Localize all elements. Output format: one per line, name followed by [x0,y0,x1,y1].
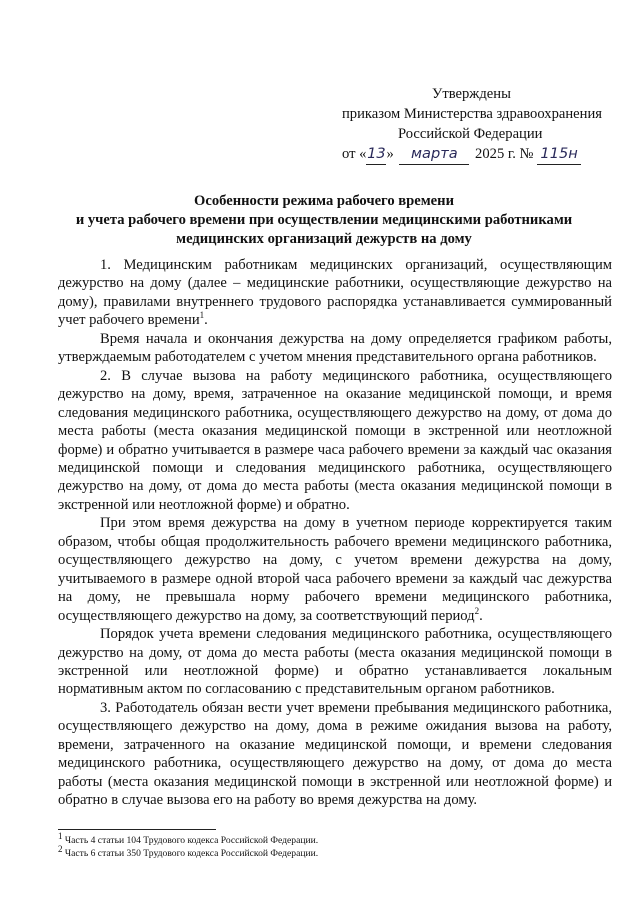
footnote-2-text: Часть 6 статьи 350 Трудового кодекса Российской Федерации. [62,848,319,859]
footnote-ref-2: 2 [474,605,480,616]
date-quote: » [386,146,394,162]
approval-date-line [330,144,630,165]
footnote-2 [58,843,618,860]
date-year: 2025 г. № [475,146,534,162]
title-line-1: Особенности режима рабочего времени [194,193,454,209]
paragraph-4 [58,514,612,625]
approval-order-line: приказом Министерства здравоохранения [342,106,602,122]
document-title [58,192,590,249]
paragraph-4-text: При этом время дежурства на дому в учетном периоде корректируется таким образом, чтобы общая продолжительность рабочего времени медицинского работника, осуществляющего дежурство на дому, с учетом времени дежурства на дому, учитываемого в размере одной второй часа рабочего времени за каждый час дежурства на дому, не превышала норму рабочего времени медицинского работника, осуществляющего дежурство на дому, за соответствующий период [58,515,612,624]
paragraph-3: 2. В случае вызова на работу медицинского работника, осуществляющего дежурство на дому, время, затраченное на оказание медицинской помощи, и время следования медицинского работника, осуществляющего дежурство на дому, от дома до места работы (места оказания медицинской помощи в экстренной или неотложной форме) и обратно учитывается в размере часа рабочего времени за каждый час оказания медицинской помощи и следования медицинского работника, осуществляющего дежурство на дому, от дома до места работы (места оказания медицинской помощи в экстренной или неотложной форме) и обратно. [58,367,612,513]
footnote-separator [58,829,216,830]
footnote-1-text: Часть 4 статьи 104 Трудового кодекса Российской Федерации. [62,835,319,846]
date-prefix: от « [342,146,367,162]
paragraph-1-text: 1. Медицинским работникам медицинских организаций, осуществляющим дежурство на дому (далее – медицинские работники, осуществляющие дежурство на дому), правилами внутреннего трудового распорядка устанавливается суммированный учет рабочего времени [58,257,612,329]
paragraph-2: Время начала и окончания дежурства на дому определяется графиком работы, утверждаемым работодателем с учетом мнения представительного органа работников. [58,330,612,366]
approval-federation-line: Российской Федерации [398,126,543,142]
footnote-2-mark: 2 [58,843,63,854]
paragraph-1-end: . [204,312,208,329]
approval-block [330,84,630,165]
footnote-1 [58,830,618,847]
paragraph-5: Порядок учета времени следования медицинского работника, осуществляющего дежурство на дому, от дома до места работы (места оказания медицинской помощи в экстренной или неотложной форме) и обратно устанавливается локальным нормативным актом по согласованию с представительным органом работников. [58,626,612,698]
footnote-1-mark: 1 [58,830,63,841]
document-body [58,256,612,810]
handwritten-order-number: 115н [537,144,581,165]
footnote-ref-1: 1 [199,310,205,321]
title-line-3: медицинских организаций дежурств на дому [176,231,472,247]
paragraph-4-end: . [479,607,483,624]
footnotes [58,830,618,860]
handwritten-day: 13 [366,144,386,165]
handwritten-month: марта [399,144,469,165]
approval-heading: Утверждены [432,86,511,102]
paragraph-6: 3. Работодатель обязан вести учет времени пребывания медицинского работника, осуществляющего дежурство на дому, дома в режиме ожидания вызова на работу, времени, затраченного на оказание медицинской помощи, и времени следования медицинского работника, осуществляющего дежурство на дому, от дома до места работы (места оказания медицинской помощи в экстренной или неотложной форме) и обратно в случае вызова его на работу во время дежурства на дому. [58,699,612,809]
title-line-2: и учета рабочего времени при осуществлении медицинскими работниками [75,212,573,228]
paragraph-1 [58,256,612,330]
